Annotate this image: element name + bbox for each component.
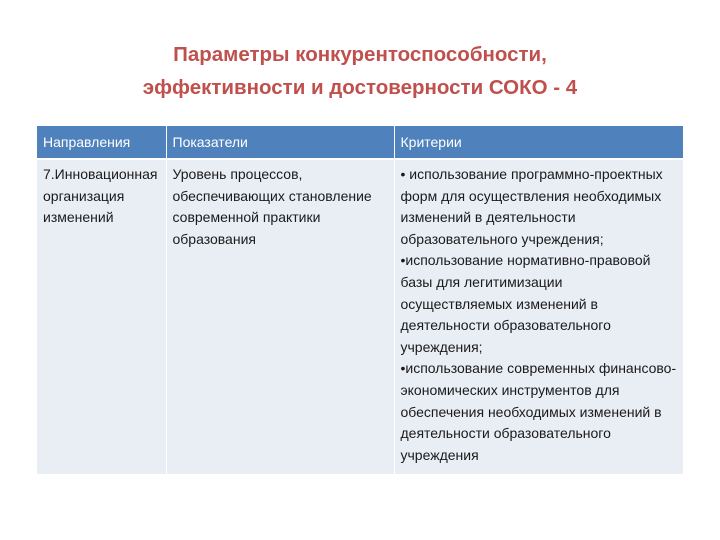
cell-direction: 7.Инновационная организация изменений bbox=[37, 159, 166, 474]
cell-criteria bbox=[394, 159, 683, 474]
slide-title-line-1: Параметры конкурентоспособности, bbox=[173, 43, 547, 66]
table-header-row bbox=[37, 126, 683, 159]
slide-title bbox=[60, 38, 660, 104]
criteria-item-2: •использование нормативно-правовой базы для легитимизации осуществляемых изменений в деятельности образовательного учреждения; bbox=[400, 252, 651, 355]
criteria-item-1: • использование программно-проектных форм для осуществления необходимых изменений в деятельности образовательного учреждения; bbox=[400, 166, 663, 247]
parameters-table bbox=[37, 126, 683, 474]
slide-title-line-2: эффективности и достоверности СОКО - 4 bbox=[142, 76, 578, 99]
criteria-item-3: •использование современных финансово-экономических инструментов для обеспечения необходимых изменений в деятельности образовательного учреждения bbox=[400, 360, 677, 463]
header-directions: Направления bbox=[37, 126, 166, 159]
header-indicators: Показатели bbox=[166, 126, 394, 159]
table-row bbox=[37, 159, 683, 474]
header-criteria: Критерии bbox=[394, 126, 683, 159]
cell-indicator: Уровень процессов, обеспечивающих становление современной практики образования bbox=[166, 159, 394, 474]
